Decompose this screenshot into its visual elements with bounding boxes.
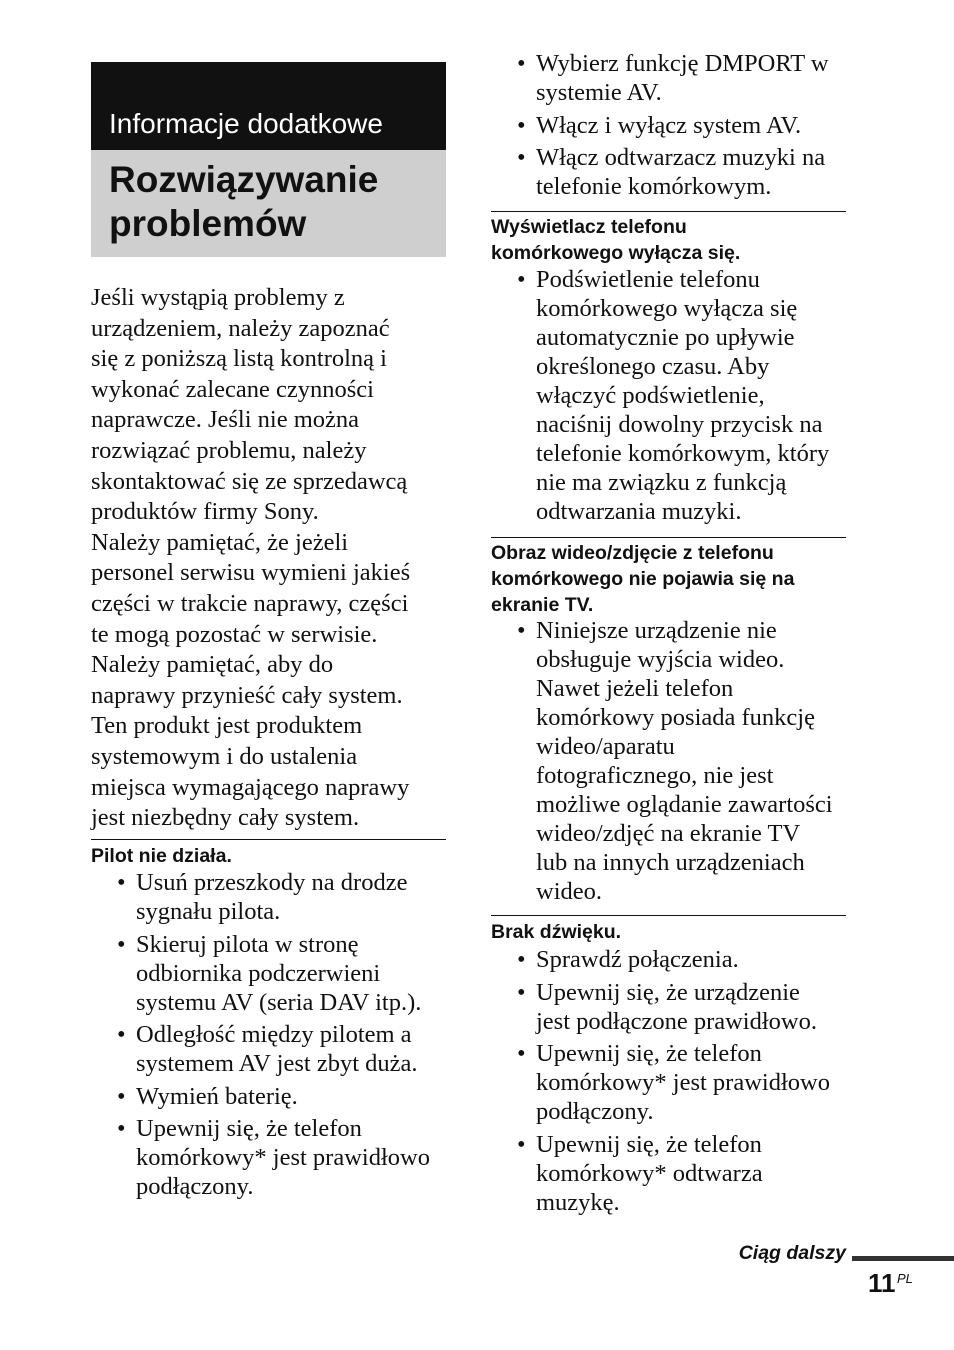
list-item (517, 978, 857, 1036)
intro-line: Należy pamiętać, aby do (91, 651, 334, 679)
list-item (517, 265, 857, 526)
list-item-line: odbiornika podczerwieni (136, 959, 381, 987)
list-item-line: • Upewnij się, że telefon (536, 1040, 762, 1067)
list-item-line: • Usuń przeszkody na drodze (136, 869, 408, 896)
list-item-line: systemu AV (seria DAV itp.). (136, 988, 422, 1016)
list-item (517, 945, 857, 974)
list-item-line: komórkowy* jest prawidłowo (136, 1144, 430, 1171)
list-item-line: komórkowy* jest prawidłowo (536, 1069, 830, 1096)
list-item-line: komórkowy posiada funkcję (536, 704, 815, 731)
section-title-line: komórkowego wyłącza się. (491, 242, 741, 264)
list-item-line: • Upewnij się, że telefon (536, 1130, 762, 1158)
list-item-line: komórkowego wyłącza się (536, 295, 798, 322)
list-item (117, 1114, 457, 1201)
list-item (517, 111, 857, 140)
bullet-list-sound (517, 945, 857, 1220)
section-title-display (491, 214, 740, 266)
section-title-video (491, 540, 794, 618)
list-item-line: • Wymień baterię. (136, 1082, 298, 1110)
page-title-line: Rozwiązywanie (109, 159, 379, 200)
intro-line: Ten produkt jest produktem (91, 712, 363, 740)
list-item (117, 930, 457, 1017)
bullet-list-display (517, 265, 857, 530)
list-item-line: fotograficznego, nie jest (536, 762, 774, 789)
list-item (517, 616, 857, 906)
section-title-line: Brak dźwięku. (491, 921, 622, 943)
page-language-suffix: PL (897, 1271, 913, 1286)
section-divider (91, 839, 446, 840)
list-item-line: • Sprawdź połączenia. (536, 946, 739, 973)
intro-line: naprawy przynieść cały system. (91, 681, 403, 709)
intro-line: naprawcze. Jeśli nie można (91, 406, 360, 434)
intro-line: Jeśli wystąpią problemy z (91, 284, 345, 311)
list-item (517, 49, 857, 107)
intro-line: części w trakcie naprawy, części (91, 589, 409, 617)
list-item-line: wideo/aparatu (536, 733, 675, 760)
list-item (117, 868, 457, 926)
list-item-line: komórkowy* odtwarza (536, 1159, 763, 1187)
list-item-line: obsługuje wyjścia wideo. (536, 646, 785, 673)
list-item (517, 143, 857, 201)
intro-line: miejsca wymagającego naprawy (91, 773, 410, 801)
list-item-line: • Upewnij się, że urządzenie (536, 978, 800, 1006)
list-item-line: • Podświetlenie telefonu (536, 266, 760, 293)
list-item-line: Nawet jeżeli telefon (536, 675, 734, 702)
list-item-line: • Skieruj pilota w stronę (136, 930, 359, 958)
section-divider (491, 211, 846, 212)
continued-label: Ciąg dalszy (738, 1242, 846, 1264)
intro-line: urządzeniem, należy zapoznać (91, 314, 390, 342)
list-item-line: • Wybierz funkcję DMPORT w (536, 50, 829, 77)
list-item-line: podłączony. (536, 1098, 654, 1125)
list-item-line: muzykę. (536, 1188, 620, 1216)
section-title-line: Obraz wideo/zdjęcie z telefonu (491, 542, 774, 564)
list-item-line: telefonie komórkowym, który (536, 440, 830, 467)
intro-line: te mogą pozostać w serwisie. (91, 620, 378, 648)
list-item-line: • Włącz i wyłącz system AV. (536, 111, 802, 139)
continued-bar (852, 1256, 954, 1261)
section-title-line: Pilot nie działa. (91, 845, 232, 867)
list-item-line: • Niniejsze urządzenie nie (536, 617, 777, 644)
section-title-line: ekranie TV. (491, 594, 594, 616)
section-title-pilot (91, 843, 232, 869)
list-item-line: systemie AV. (536, 79, 662, 106)
intro-line: rozwiązać problemu, należy (91, 436, 367, 464)
intro-line: personel serwisu wymieni jakieś (91, 559, 411, 587)
page-title-line: problemów (109, 203, 307, 244)
section-header (91, 62, 446, 150)
intro-line: się z poniższą listą kontrolną i (91, 345, 387, 373)
list-item-line: telefonie komórkowym. (536, 173, 772, 200)
list-item-line: możliwe oglądanie zawartości (536, 791, 833, 818)
page-title (91, 150, 446, 257)
bullet-list-pilot (117, 868, 457, 1205)
section-title-line: komórkowego nie pojawia się na (491, 568, 795, 590)
list-item-line: systemem AV jest zbyt duża. (136, 1050, 418, 1077)
list-item-line: odtwarzania muzyki. (536, 498, 742, 525)
page-number: 11 (868, 1268, 896, 1298)
list-item-line: automatycznie po upływie (536, 324, 795, 351)
list-item-line: naciśnij dowolny przycisk na (536, 411, 823, 438)
section-header-label: Informacje dodatkowe (109, 108, 383, 139)
list-item-line: nie ma związku z funkcją (536, 469, 787, 496)
list-item-line: wideo/zdjęć na ekranie TV (536, 820, 801, 847)
intro-paragraph (91, 283, 451, 834)
list-item-line: podłączony. (136, 1173, 254, 1200)
list-item-line: • Włącz odtwarzacz muzyki na (536, 144, 826, 171)
intro-line: systemowym i do ustalenia (91, 742, 358, 770)
intro-line: jest niezbędny cały system. (91, 804, 360, 832)
list-item (117, 1082, 457, 1111)
list-item-line: określonego czasu. Aby (536, 353, 770, 380)
section-title-sound (491, 919, 621, 945)
list-item (517, 1130, 857, 1217)
list-item-line: lub na innych urządzeniach (536, 849, 805, 876)
intro-line: skontaktować się ze sprzedawcą (91, 467, 408, 495)
list-item-line: włączyć podświetlenie, (536, 382, 765, 409)
list-item-line: jest podłączone prawidłowo. (536, 1007, 817, 1035)
list-item-line: • Odległość między pilotem a (136, 1021, 412, 1048)
section-divider (491, 915, 846, 916)
intro-line: Należy pamiętać, że jeżeli (91, 528, 349, 556)
bullet-list-video (517, 616, 857, 910)
intro-line: produktów firmy Sony. (91, 498, 319, 526)
list-item (117, 1020, 457, 1078)
list-item-line: wideo. (536, 878, 602, 905)
list-item (517, 1039, 857, 1126)
section-title-line: Wyświetlacz telefonu (491, 216, 687, 238)
list-item-line: sygnału pilota. (136, 898, 281, 925)
bullet-list-pilot-continued (517, 49, 857, 205)
intro-line: wykonać zalecane czynności (91, 375, 374, 403)
section-divider (491, 537, 846, 538)
list-item-line: • Upewnij się, że telefon (136, 1115, 362, 1142)
